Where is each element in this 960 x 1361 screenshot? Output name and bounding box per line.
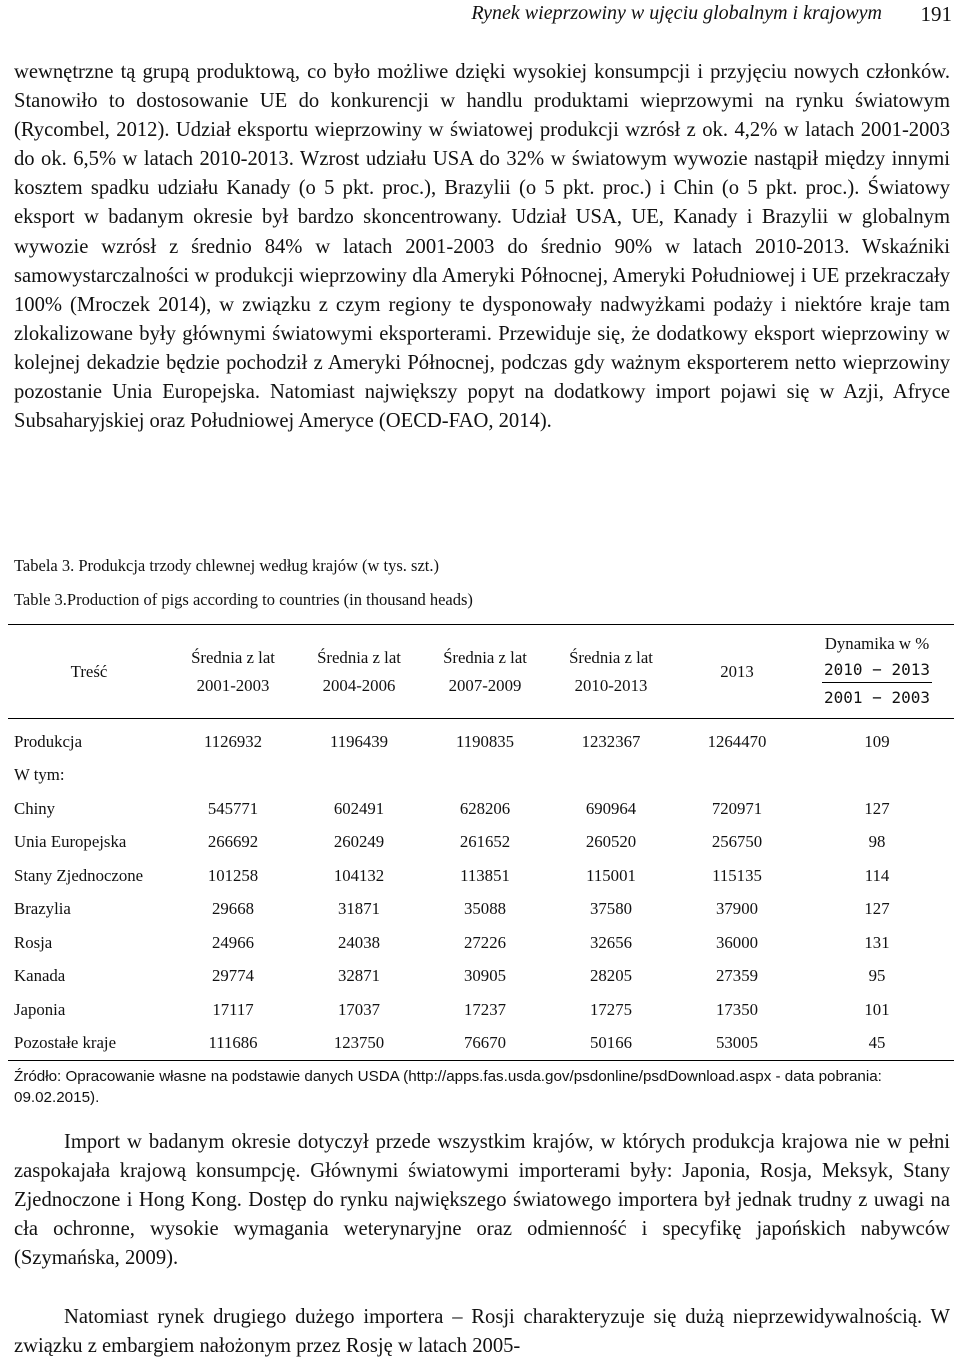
table-cell: 1232367 (581, 731, 641, 751)
row-label: Brazylia (14, 899, 71, 919)
table-row (8, 893, 954, 927)
table-cell: 30905 (464, 966, 506, 986)
table-cell: 256750 (711, 832, 763, 852)
table-cell: 261652 (459, 832, 511, 852)
table-caption-english: Table 3.Production of pigs according to countries (in thousand heads) (14, 590, 473, 609)
table-cell: 24038 (338, 932, 380, 952)
table-cell: 260249 (333, 832, 385, 852)
table-cell (170, 759, 296, 793)
table-row (8, 859, 954, 893)
row-label: Pozostałe kraje (14, 1033, 117, 1053)
row-label: W tym: (14, 765, 65, 785)
table-row (8, 826, 954, 860)
column-header-line2: 2010-2013 (574, 675, 648, 695)
table-source-note: Źródło: Opracowanie własne na podstawie danych USDA (http://apps.fas.usda.gov/psdonline/psdDownload.aspx - data pobrania: 09.02.2015). (14, 1068, 882, 1106)
table-cell: 17275 (590, 999, 632, 1019)
pig-production-table (8, 624, 954, 1061)
table-cell (422, 759, 548, 793)
table-cell: 32656 (590, 932, 632, 952)
table-caption-polish: Tabela 3. Produkcja trzody chlewnej według krajów (w tys. szt.) (14, 556, 439, 575)
table-cell: 115001 (586, 865, 636, 885)
table-cell: 98 (868, 832, 886, 852)
table-row (8, 719, 954, 759)
table-cell: 115135 (712, 865, 762, 885)
table-cell: 17350 (716, 999, 758, 1019)
table-cell: 76670 (464, 1033, 506, 1053)
running-title: Rynek wieprzowiny w ujęciu globalnym i krajowym (471, 2, 882, 24)
table-cell: 31871 (338, 899, 380, 919)
table-cell: 545771 (207, 798, 259, 818)
table-cell: 266692 (207, 832, 259, 852)
table-cell: 113851 (460, 865, 510, 885)
table-row (8, 926, 954, 960)
table-row (8, 993, 954, 1027)
column-header-line1: Średnia z lat (317, 647, 401, 667)
column-header (296, 625, 422, 719)
paragraph-russia-market: Natomiast rynek drugiego dużego importera – Rosji charakteryzuje się dużą nieprzewidywalnością. W związku z embargiem nałożonym przez Rosję w latach 2005- (14, 1306, 950, 1358)
table-cell: 1264470 (707, 731, 767, 751)
table-row (8, 960, 954, 994)
row-label: Chiny (14, 798, 56, 818)
table-cell: 101 (864, 999, 890, 1019)
row-label: Unia Europejska (14, 832, 127, 852)
table-cell: 628206 (459, 798, 511, 818)
table-cell: 27226 (464, 932, 506, 952)
table-cell (296, 759, 422, 793)
header-label: Treść (70, 661, 108, 681)
table-cell: 45 (868, 1033, 886, 1053)
dynamics-denominator: 2001 − 2003 (824, 687, 930, 707)
table-cell (800, 759, 954, 793)
column-header (170, 625, 296, 719)
table-cell: 29668 (212, 899, 254, 919)
column-header (548, 625, 674, 719)
table-cell: 720971 (711, 798, 763, 818)
table-cell: 114 (864, 865, 890, 885)
table-cell (674, 759, 800, 793)
row-label: Kanada (14, 966, 66, 986)
table-cell: 17117 (212, 999, 254, 1019)
table-cell: 109 (864, 731, 890, 751)
table-cell: 27359 (716, 966, 758, 986)
table-cell: 260520 (585, 832, 637, 852)
table-cell: 131 (864, 932, 890, 952)
table-cell: 50166 (590, 1033, 632, 1053)
table-cell (548, 759, 674, 793)
table-cell: 127 (864, 798, 890, 818)
column-header-line1: Średnia z lat (191, 647, 275, 667)
column-header-line1: 2013 (720, 661, 754, 681)
table-cell: 1190835 (455, 731, 515, 751)
table-cell: 602491 (333, 798, 385, 818)
table-cell: 53005 (716, 1033, 758, 1053)
table-row (8, 759, 954, 793)
column-header (422, 625, 548, 719)
page-number: 191 (920, 2, 952, 26)
column-header-line2: 2004-2006 (322, 675, 396, 695)
table-cell: 24966 (212, 932, 254, 952)
table-cell: 17037 (338, 999, 380, 1019)
paragraph-export-share: wewnętrzne tą grupą produktową, co było możliwe dzięki wysokiej konsumpcji i przyjęciu nowych członków. Stanowiło to dostosowanie UE do konkurencji w handlu produktami wieprzowymi na rynku światowym (Rycombel, 2012). Udział eksportu wieprzowiny w światowej produkcji wzrósł z ok. 4,2% w latach 2001-2003 do ok. 6,5% w latach 2010-2013. Wzrost udziału USA do 32% w światowym wywozie nastąpił między innymi kosztem spadku udziału Kanady (o 5 pkt. proc.), Brazylii (o 5 pkt. proc.) i Chin (o 5 pkt. proc.). Światowy eksport w badanym okresie był bardzo skoncentrowany. Udział USA, UE, Kanady i Brazylii w globalnym wywozie wzrósł z średnio 84% w latach 2001-2003 do średnio 90% w latach 2010-2013. Wskaźniki samowystarczalności w produkcji wieprzowiny dla Ameryki Północnej, Ameryki Południowej i UE przekraczały 100% (Mroczek 2014), w związku z czym regiony te dysponowały nadwyżkami podaży i niektóre kraje tam zlokalizowane były głównymi światowymi eksporterami. Przewiduje się, że dodatkowy eksport wieprzowiny w kolejnej dekadzie będzie pochodził z Ameryki Północnej, podczas gdy ważnym eksporterem netto wieprzowiny pozostanie Unia Europejska. Natomiast największy popyt na dodatkowy import pojawi się w Azji, Afryce Subsaharyjskiej oraz Południowej Ameryce (OECD-FAO, 2014). (14, 61, 950, 433)
column-header-line1: Średnia z lat (443, 647, 527, 667)
column-header-line2: 2001-2003 (196, 675, 270, 695)
table-header-row (8, 625, 954, 719)
table-cell: 95 (868, 966, 886, 986)
table-cell: 35088 (464, 899, 506, 919)
paragraph-import: Import w badanym okresie dotyczył przede wszystkim krajów, w których produkcja krajowa nie w pełni zaspokajała krajową konsumpcję. Głównymi światowymi importerami były: Japonia, Rosja, Meksyk, Stany Zjednoczone i Hong Kong. Dostęp do rynku największego światowego importera był jednak trudny z uwagi na cła ochronne, wysokie wymagania weterynaryjne oraz odmienność i specyfikę japońskich nabywców (Szymańska, 2009). (14, 1131, 950, 1270)
table-row (8, 1027, 954, 1061)
table-cell: 690964 (585, 798, 637, 818)
table-cell: 17237 (464, 999, 506, 1019)
column-header (674, 625, 800, 719)
table-cell: 36000 (716, 932, 758, 952)
table-cell: 104132 (333, 865, 385, 885)
table-cell: 28205 (590, 966, 632, 986)
dynamics-header (800, 625, 954, 719)
row-label: Rosja (14, 932, 53, 952)
table-cell: 29774 (212, 966, 254, 986)
table-cell: 37900 (716, 899, 758, 919)
dynamics-title: Dynamika w % (824, 633, 930, 653)
table-cell: 111686 (208, 1033, 258, 1053)
running-header (14, 2, 954, 28)
row-label: Stany Zjednoczone (14, 865, 144, 885)
table-cell: 1126932 (203, 731, 263, 751)
column-header-line1: Średnia z lat (569, 647, 653, 667)
dynamics-numerator: 2010 − 2013 (822, 658, 932, 683)
table-body (8, 719, 954, 1061)
column-header-line2: 2007-2009 (448, 675, 522, 695)
row-label: Japonia (14, 999, 66, 1019)
table-cell: 37580 (590, 899, 632, 919)
table-cell: 1196439 (329, 731, 389, 751)
table-cell: 101258 (207, 865, 259, 885)
table-cell: 32871 (338, 966, 380, 986)
table-cell: 123750 (333, 1033, 385, 1053)
row-label: Produkcja (14, 731, 83, 751)
table-cell: 127 (864, 899, 890, 919)
table-row (8, 792, 954, 826)
